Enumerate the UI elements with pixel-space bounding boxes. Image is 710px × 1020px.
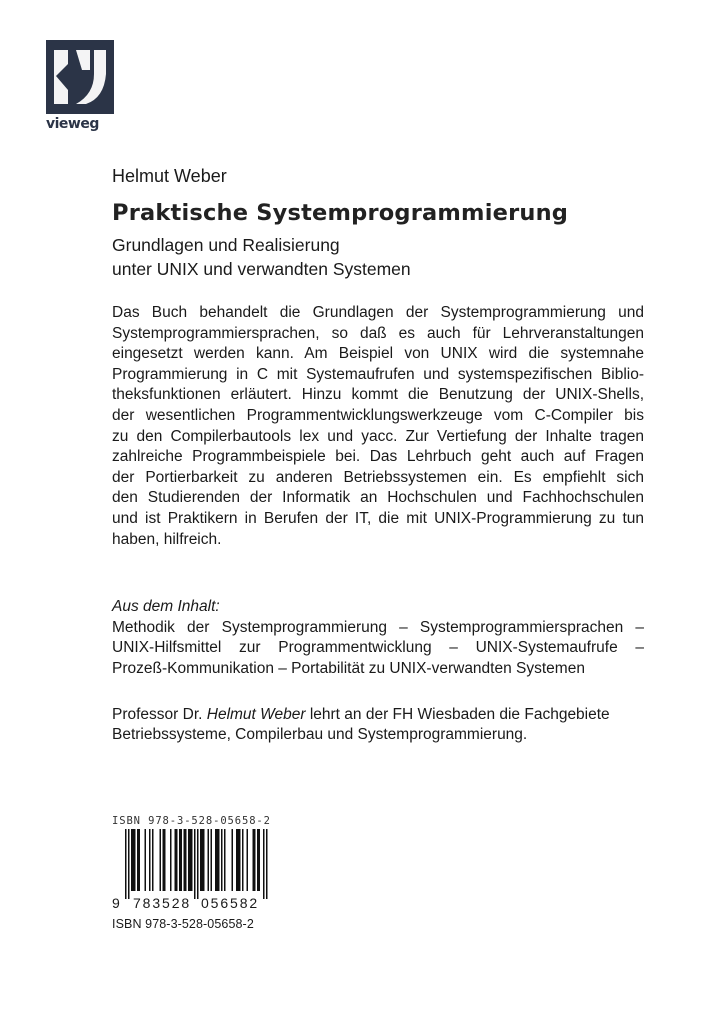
barcode-bar	[239, 829, 241, 891]
about-author-line: Betriebssysteme, Compilerbau und Systemprogrammierung.	[112, 726, 528, 744]
isbn-barcode	[112, 815, 282, 931]
barcode-bar	[152, 829, 154, 891]
barcode-bar	[160, 829, 162, 891]
book-subtitle	[112, 233, 644, 281]
description-line: zu den Compilerbautools lex und yacc. Zur Vertiefung der Inhalte tragen	[112, 427, 644, 445]
barcode-bar	[137, 829, 139, 891]
barcode-bar	[179, 829, 181, 891]
barcode-bar	[238, 829, 240, 891]
description-line: Das Buch behandelt die Grundlagen der Systemprogrammierung und	[112, 304, 644, 321]
about-author-line	[112, 705, 644, 726]
barcode-bars	[112, 829, 282, 899]
subtitle-line: Grundlagen und Realisierung	[112, 235, 340, 255]
barcode-digits-right: 056582	[201, 895, 260, 911]
book-title: Praktische Systemprogrammierung	[112, 200, 569, 226]
barcode-bar	[224, 829, 226, 891]
subtitle-line: unter UNIX und verwandten Systemen	[112, 259, 411, 279]
description-line: der Portierbarkeit zu anderen Betriebssystemen ein. Es empfiehlt sich	[112, 468, 644, 486]
barcode-bar	[149, 829, 151, 891]
barcode-guard-bar	[263, 829, 265, 899]
barcode-bar	[184, 829, 186, 891]
barcode-bar	[203, 829, 205, 891]
contents-line: Prozeß-Kommunikation – Portabilität zu UNIX-verwandten Systemen	[112, 659, 585, 677]
barcode-bar	[185, 829, 187, 891]
barcode-bar	[218, 829, 220, 891]
barcode-bar	[163, 829, 165, 891]
barcode-bar	[202, 829, 204, 891]
contents-heading: Aus dem Inhalt:	[112, 598, 220, 616]
barcode-bar	[191, 829, 193, 891]
table-of-contents-summary	[112, 597, 644, 679]
barcode-guard-bar	[125, 829, 127, 899]
barcode-bar	[247, 829, 249, 891]
about-line1-rest: lehrt an der FH Wiesbaden die Fachgebiete	[305, 705, 610, 723]
barcode-bar	[164, 829, 166, 891]
publisher-name: vieweg	[46, 116, 99, 132]
isbn-top-label: ISBN 978-3-528-05658-2	[112, 815, 271, 827]
barcode-bar	[215, 829, 217, 891]
barcode-digit-first: 9	[112, 895, 120, 911]
barcode-guard-bar	[197, 829, 199, 899]
isbn-bottom-label: ISBN 978-3-528-05658-2	[112, 917, 254, 931]
about-author-name: Helmut Weber	[206, 705, 306, 723]
barcode-bar	[236, 829, 238, 891]
barcode-bar	[232, 829, 234, 891]
barcode-bar	[190, 829, 192, 891]
description-line: Programmierung in C mit Systemaufrufen und systemspezifischen Biblio-	[112, 365, 644, 383]
about-prefix: Professor Dr.	[112, 705, 207, 723]
barcode-bar	[208, 829, 210, 891]
barcode-bar	[170, 829, 172, 891]
barcode-bar	[254, 829, 256, 891]
barcode-bar	[139, 829, 141, 891]
barcode-bar	[257, 829, 259, 891]
barcode-bar	[131, 829, 133, 891]
barcode-bar	[181, 829, 183, 891]
description-line: und ist Praktikern in Berufen der IT, die mit UNIX-Programmierung zu tun	[112, 509, 644, 527]
barcode-bar	[217, 829, 219, 891]
barcode-bar	[176, 829, 178, 891]
description-line: zahlreiche Programmbeispiele bei. Das Lehrbuch geht auch auf Fragen	[112, 448, 644, 466]
book-description	[112, 303, 644, 550]
description-line: der wesentlichen Programmentwicklungswerkzeuge vom C-Compiler bis	[112, 406, 644, 424]
barcode-bar	[253, 829, 255, 891]
back-cover-text	[112, 165, 644, 746]
description-line: eingesetzt werden kann. Am Beispiel von UNIX wird die systemnahe	[112, 345, 644, 363]
contents-line: UNIX-Hilfsmittel zur Programmentwicklung – UNIX-Systemaufrufe –	[112, 639, 644, 657]
description-line: den Studierenden der Informatik an Hochschulen und Fachhochschulen	[112, 489, 644, 507]
barcode-bar	[242, 829, 244, 891]
barcode-digits-left: 783528	[133, 895, 192, 911]
barcode-bar	[175, 829, 177, 891]
barcode-bar	[134, 829, 136, 891]
barcode-bar	[200, 829, 202, 891]
barcode-digits	[112, 895, 282, 913]
publisher-logo	[46, 40, 114, 132]
barcode-bar	[145, 829, 147, 891]
barcode-guard-bar	[194, 829, 196, 899]
barcode-bar	[188, 829, 190, 891]
author-name: Helmut Weber	[112, 166, 227, 186]
description-line: theksfunktionen erläutert. Hinzu kommt die Benutzung der UNIX-Shells,	[112, 386, 644, 404]
barcode-bar	[133, 829, 135, 891]
description-line: Systemprogrammiersprachen, so daß es auch für Lehrveranstaltungen	[112, 324, 644, 342]
description-line: haben, hilfreich.	[112, 530, 222, 548]
vieweg-logo-icon	[46, 40, 114, 114]
contents-line: Methodik der Systemprogrammierung – Systemprogrammiersprachen –	[112, 618, 644, 636]
barcode-bar	[221, 829, 223, 891]
barcode-bar	[259, 829, 261, 891]
barcode-bar	[211, 829, 213, 891]
barcode-guard-bar	[128, 829, 130, 899]
barcode-guard-bar	[266, 829, 268, 899]
about-author	[112, 705, 644, 746]
